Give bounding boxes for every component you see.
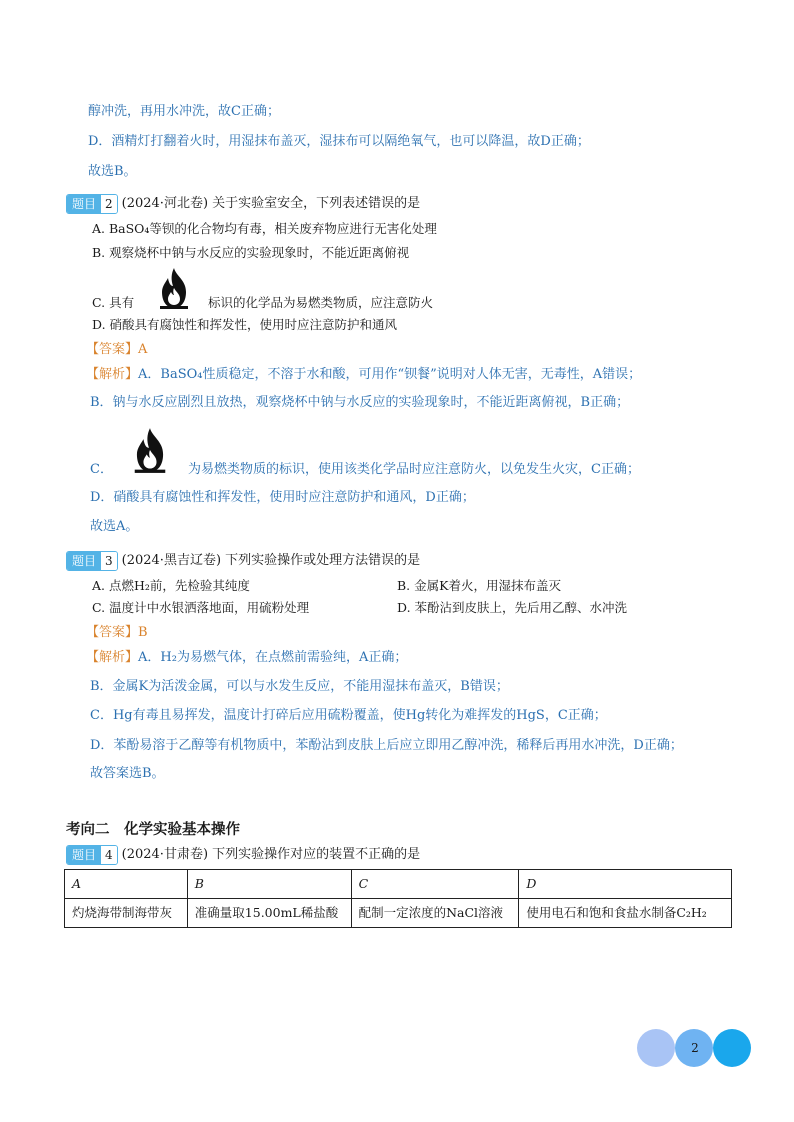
conclusion: 故答案选B。 (90, 766, 165, 781)
option-a: A. BaSO₄等钡的化合物均有毒，相关废弃物应进行无害化处理 (92, 221, 437, 236)
table-header-row (65, 870, 732, 899)
question-stem: (2024·河北卷) 关于实验室安全，下列表述错误的是 (121, 196, 421, 211)
question-badge: 题目 4 (66, 845, 118, 865)
options-table (64, 869, 732, 928)
page-circle (713, 1029, 751, 1067)
option-c: C. 温度计中水银洒落地面，用硫粉处理 (92, 600, 310, 615)
table-cell: 灼烧海带制海带灰 (65, 899, 188, 928)
table-cell: 准确量取15.00mL稀盐酸 (187, 899, 351, 928)
explanation-label: 【解析】 (86, 367, 139, 382)
option-c-text: 标识的化学品为易燃类物质，应注意防火 (208, 295, 434, 310)
option-d: D. 硝酸具有腐蚀性和挥发性，使用时应注意防护和通风 (92, 317, 398, 332)
section-title: 考向二 化学实验基本操作 (66, 822, 240, 838)
question-2-header (66, 194, 420, 214)
table-header-cell: B (187, 870, 351, 899)
question-badge: 题目 3 (66, 551, 118, 571)
flame-hazard-icon (156, 266, 192, 310)
explanation-line: B．钠与水反应剧烈且放热，观察烧杯中钠与水反应的实验现象时，不能近距离俯视，B正确； (90, 395, 630, 410)
table-cell: 配制一定浓度的NaCl溶液 (351, 899, 519, 928)
table-header-cell: A (65, 870, 188, 899)
explanation-label: 【解析】 (86, 650, 139, 665)
explanation-line: 【解析】A．BaSO₄性质稳定，不溶于水和酸，可用作“钡餐”说明对人体无害，无毒性，A错误； (86, 367, 642, 382)
option-b: B. 观察烧杯中钠与水反应的实验现象时，不能近距离俯视 (92, 245, 410, 260)
answer: 【答案】B (86, 625, 148, 640)
table-header-cell: C (351, 870, 519, 899)
flame-hazard-icon (130, 426, 170, 474)
explanation-line: 【解析】A．H₂为易燃气体，在点燃前需验纯，A正确； (86, 650, 408, 665)
explanation-c-prefix: C． (90, 462, 113, 477)
page-number: 2 (691, 1041, 699, 1055)
table-header-cell: D (519, 870, 732, 899)
table-cell: 使用电石和饱和食盐水制备C₂H₂ (519, 899, 732, 928)
answer: 【答案】A (86, 342, 148, 357)
page-circle (637, 1029, 675, 1067)
question-stem: (2024·黑吉辽卷) 下列实验操作或处理方法错误的是 (121, 553, 421, 568)
question-3-header (66, 551, 420, 571)
question-stem: (2024·甘肃卷) 下列实验操作对应的装置不正确的是 (121, 847, 421, 862)
option-b: B. 金属K着火，用湿抹布盖灭 (397, 578, 561, 593)
explanation-line: D．硝酸具有腐蚀性和挥发性，使用时应注意防护和通风，D正确； (90, 490, 475, 505)
prev-explanation-line: 醇冲洗，再用水冲洗，故C正确； (88, 104, 280, 119)
question-badge: 题目 2 (66, 194, 118, 214)
explanation-line: C．Hg有毒且易挥发，温度计打碎后应用硫粉覆盖，使Hg转化为难挥发的HgS，C正确； (90, 708, 607, 723)
table-row (65, 899, 732, 928)
option-c-prefix: C. 具有 (92, 295, 135, 310)
question-4-header (66, 845, 420, 865)
option-a: A. 点燃H₂前，先检验其纯度 (92, 578, 250, 593)
option-d: D. 苯酚沾到皮肤上，先后用乙醇、水冲洗 (397, 600, 628, 615)
prev-conclusion: 故选B。 (88, 164, 137, 179)
conclusion: 故选A。 (90, 519, 139, 534)
explanation-line: D．苯酚易溶于乙醇等有机物质中，苯酚沾到皮肤上后应立即用乙醇冲洗，稀释后再用水冲洗，D正确； (90, 738, 683, 753)
explanation-c-text: 为易燃类物质的标识，使用该类化学品时应注意防火，以免发生火灾，C正确； (188, 462, 640, 477)
explanation-line: B．金属K为活泼金属，可以与水发生反应，不能用湿抹布盖灭，B错误； (90, 679, 509, 694)
prev-explanation-line: D．酒精灯打翻着火时，用湿抹布盖灭，湿抹布可以隔绝氧气，也可以降温，故D正确； (88, 134, 590, 149)
